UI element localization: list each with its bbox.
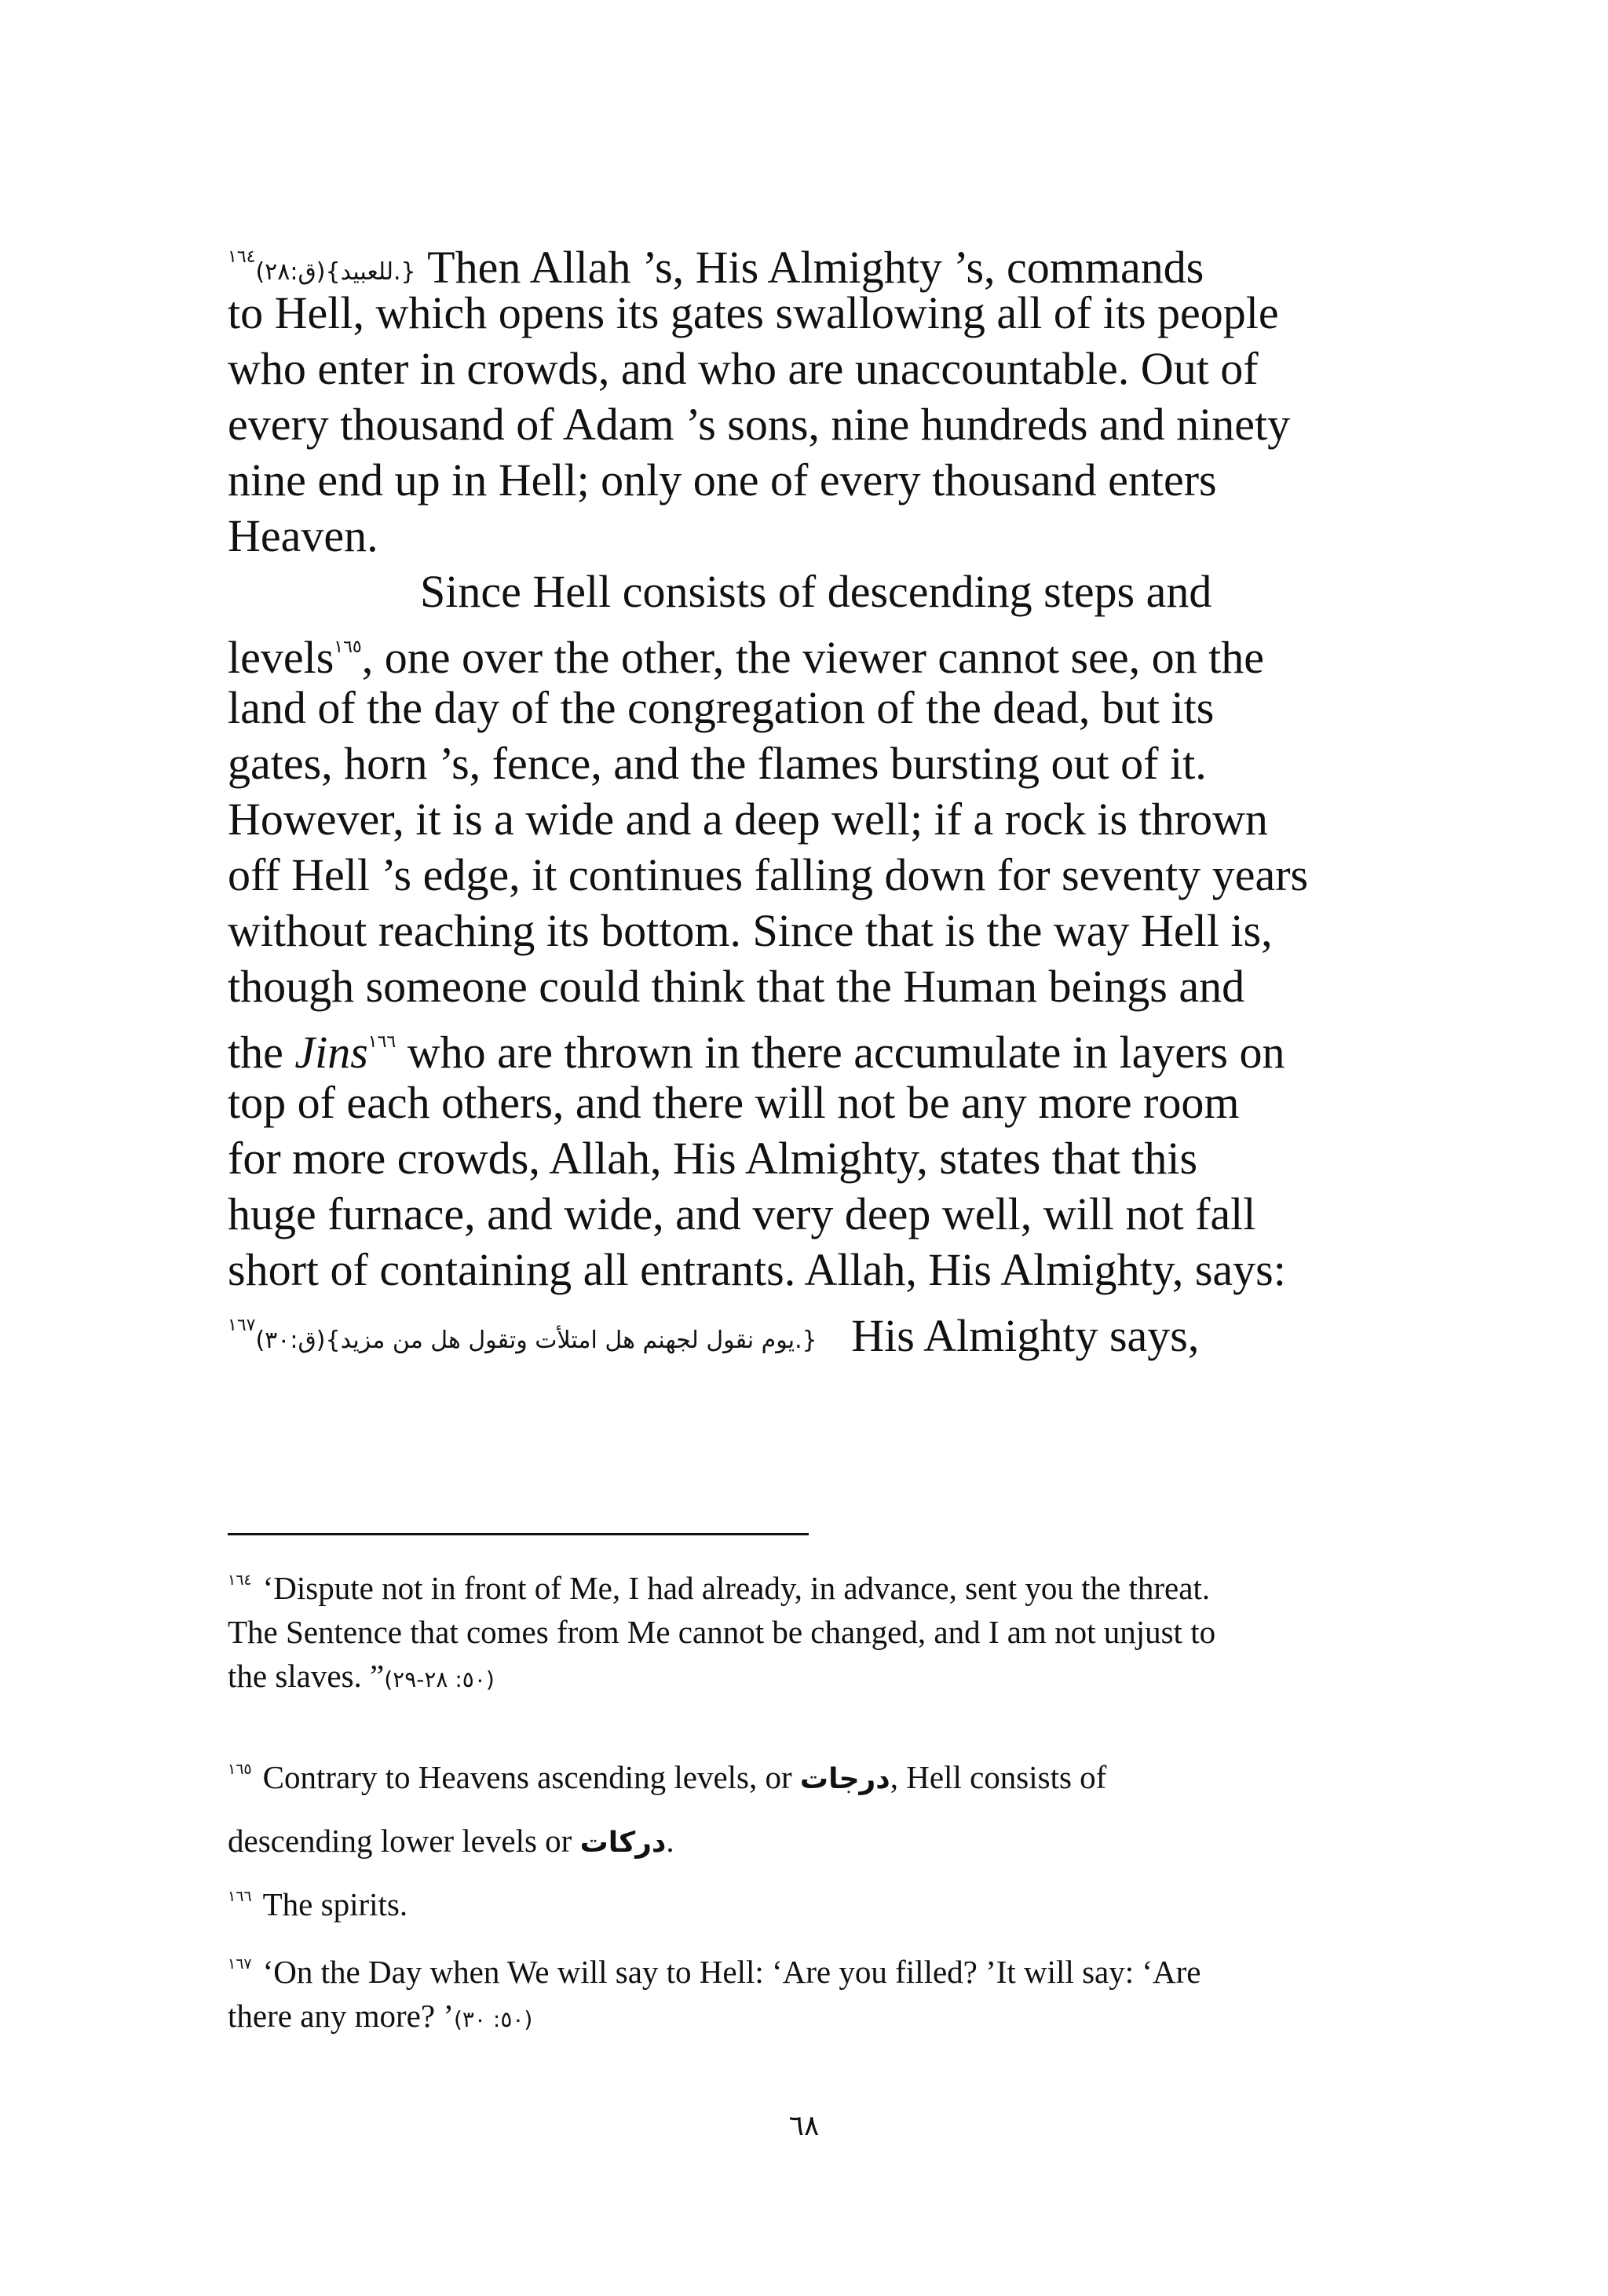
italic-term: Jins <box>294 1027 368 1078</box>
footnote-line <box>228 1942 1366 1994</box>
text-line: for more crowds, Allah, His Almighty, states that this <box>228 1133 1198 1184</box>
text-segment: the <box>228 1027 295 1078</box>
text-segment: Then Allah ’s, His Almighty ’s, commands <box>427 242 1204 293</box>
paragraph-start <box>228 564 1382 619</box>
text-segment: Since Hell consists of descending steps and <box>420 566 1212 617</box>
footnote-line <box>228 1874 1366 1926</box>
footnote-165 <box>228 1747 1366 1865</box>
footnote-text: there any more? ’ <box>228 1998 454 2034</box>
text-segment: His Almighty says, <box>851 1310 1200 1361</box>
footnote-number: ١٦٥ <box>228 1761 252 1778</box>
arabic-citation: (ق:٣٠) <box>255 1327 326 1354</box>
footnote-text: . <box>666 1823 674 1859</box>
footnote-separator <box>228 1533 809 1535</box>
footnote-ref-166[interactable]: ١٦٦ <box>367 1032 397 1052</box>
footnote-number: ١٦٦ <box>228 1888 252 1905</box>
arabic-quote: {يوم نقول لجهنم هل امتلأت وتقول هل من مزيد.} <box>325 1327 817 1354</box>
footnote-167 <box>228 1942 1366 2042</box>
text-segment: who are thrown in there accumulate in layers on <box>396 1027 1285 1078</box>
text-segment: , one over the other, the viewer cannot see, on the <box>361 632 1264 683</box>
text-line <box>228 229 1382 293</box>
footnote-text: , Hell consists of <box>890 1759 1107 1795</box>
footnote-text: The spirits. <box>262 1886 408 1922</box>
arabic-citation: (ق:٢٨) <box>255 258 326 286</box>
footnote-166 <box>228 1874 1366 1926</box>
footnote-ref-165[interactable]: ١٦٥ <box>334 637 362 657</box>
footnote-text: ‘Dispute not in front of Me, I had already, in advance, sent you the threat. <box>262 1570 1211 1606</box>
text-line: though someone could think that the Human beings and <box>228 961 1245 1012</box>
footnote-text: the slaves. ” <box>228 1658 385 1694</box>
text-line: who enter in crowds, and who are unaccountable. Out of <box>228 343 1259 394</box>
footnote-text: descending lower levels or <box>228 1823 580 1859</box>
footnote-line <box>228 1994 1366 2042</box>
footnote-number: ١٦٤ <box>228 1571 252 1589</box>
footnote-line <box>228 1558 1366 1610</box>
footnote-ref-167[interactable]: ١٦٧ <box>228 1316 256 1335</box>
text-line: However, it is a wide and a deep well; if a rock is thrown <box>228 794 1268 845</box>
arabic-term: دركات <box>579 1827 667 1859</box>
text-line: short of containing all entrants. Allah, His Almighty, says: <box>228 1244 1286 1295</box>
main-text <box>228 229 1382 1361</box>
footnote-line <box>228 1747 1366 1801</box>
text-line <box>228 619 1382 683</box>
text-line: huge furnace, and wide, and very deep well, will not fall <box>228 1188 1256 1239</box>
footnote-line <box>228 1819 1366 1865</box>
arabic-quote: {للعبيد.} <box>325 258 416 286</box>
text-line: without reaching its bottom. Since that is the way Hell is, <box>228 905 1273 956</box>
footnotes <box>228 1558 1366 2042</box>
text-line: top of each others, and there will not be any more room <box>228 1077 1240 1128</box>
footnote-text: ‘On the Day when We will say to Hell: ‘Are you filled? ’It will say: ‘Are <box>262 1954 1201 1990</box>
footnote-164 <box>228 1558 1366 1702</box>
verse-reference: (٥٠: ٢٨-٢٩) <box>384 1666 495 1692</box>
footnote-text: Contrary to Heavens ascending levels, or <box>262 1759 800 1795</box>
text-line: every thousand of Adam ’s sons, nine hundreds and ninety <box>228 399 1291 450</box>
text-segment: levels <box>228 632 334 683</box>
text-line: gates, horn ’s, fence, and the flames bursting out of it. <box>228 738 1207 789</box>
arabic-term: درجات <box>799 1763 890 1795</box>
text-line: nine end up in Hell; only one of every thousand enters <box>228 454 1217 506</box>
footnote-line <box>228 1654 1366 1702</box>
text-line: Heaven. <box>228 510 378 561</box>
verse-reference: (٥٠: ٣٠) <box>453 2006 533 2032</box>
footnote-line: The Sentence that comes from Me cannot be changed, and I am not unjust to <box>228 1614 1216 1650</box>
footnote-number: ١٦٧ <box>228 1955 252 1973</box>
page-number: ٦٨ <box>788 2110 820 2142</box>
text-line <box>228 1014 1382 1078</box>
text-line: to Hell, which opens its gates swallowing all of its people <box>228 287 1279 338</box>
footnote-ref-164[interactable]: ١٦٤ <box>228 247 256 267</box>
text-line: off Hell ’s edge, it continues falling down for seventy years <box>228 849 1309 900</box>
text-line <box>228 1298 1382 1361</box>
text-line: land of the day of the congregation of the dead, but its <box>228 682 1215 733</box>
